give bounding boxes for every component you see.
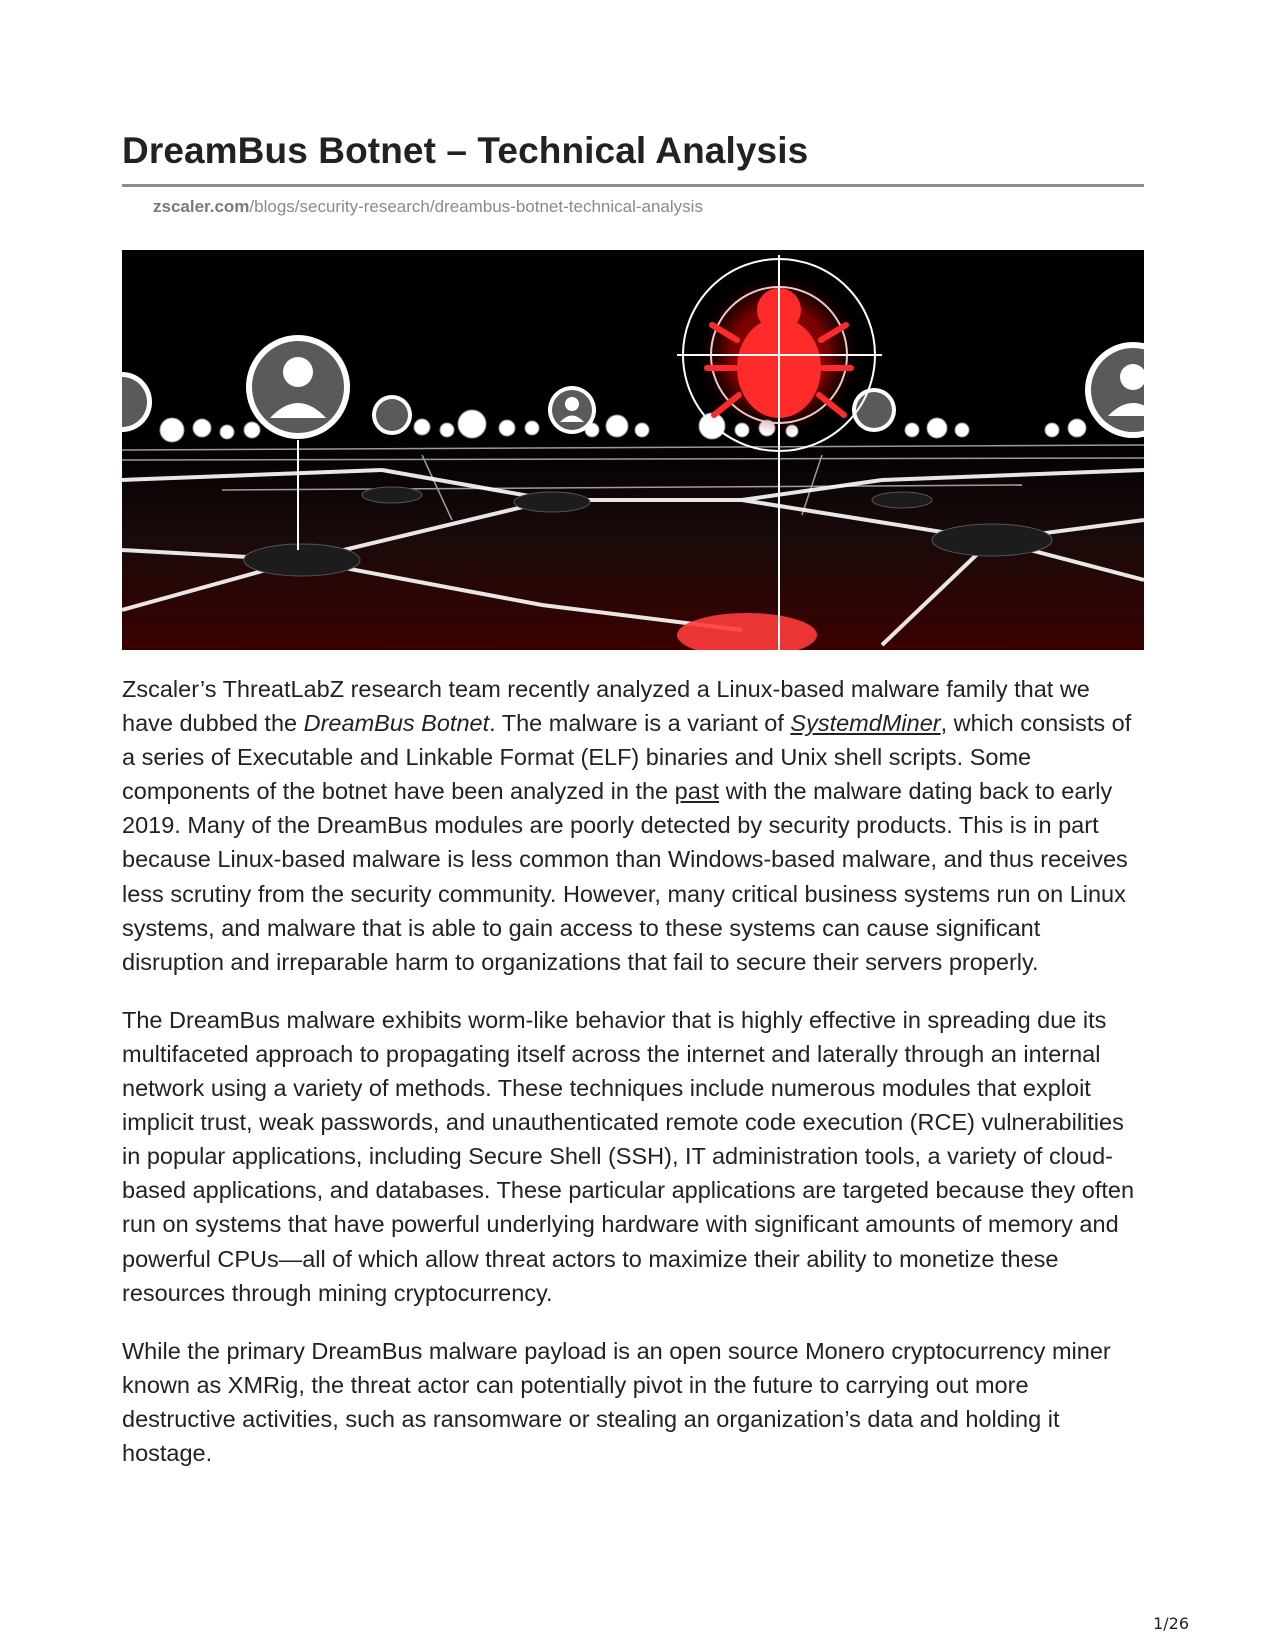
url-domain: zscaler.com — [153, 197, 250, 216]
source-url[interactable] — [153, 196, 1144, 218]
paragraph-2: The DreamBus malware exhibits worm-like behavior that is highly effective in spreading due its multifaceted approach to propagating itself across the internet and laterally through an internal network using a variety of methods. These techniques include numerous modules that exploit implicit trust, weak passwords, and unauthenticated remote code execution (RCE) vulnerabilities in popular applications, including Secure Shell (SSH), IT administration tools, a variety of cloud-based applications, and databases. These particular applications are targeted because they often run on systems that have powerful underlying hardware with significant amounts of memory and powerful CPUs—all of which allow threat actors to maximize their ability to monetize these resources through mining cryptocurrency. — [122, 1006, 1135, 1306]
article-page — [122, 118, 1144, 1494]
paragraph-1: Zscaler’s ThreatLabZ research team recently analyzed a Linux-based malware family that we have dubbed the DreamBus Botnet. The malware is a variant of SystemdMiner, which consists of a series of Executable and Linkable Format (ELF) binaries and Unix shell scripts. Some components of the botnet have been analyzed in the past with the malware dating back to early 2019. Many of the DreamBus modules are poorly detected by security products. This is in part because Linux-based malware is less common than Windows-based malware, and thus receives less scrutiny from the security community. However, many critical business systems run on Linux systems, and malware that is able to gain access to these systems can cause significant disruption and irreparable harm to organizations that fail to secure their servers properly. — [122, 676, 1132, 975]
article-body — [122, 672, 1144, 1470]
past-link[interactable]: past — [674, 778, 720, 805]
page-number: 1/26 — [1153, 1614, 1189, 1633]
paragraph-3: While the primary DreamBus malware payload is an open source Monero cryptocurrency miner known as XMRig, the threat actor can potentially pivot in the future to carrying out more destructive activities, such as ransomware or stealing an organization’s data and holding it hostage. — [122, 1337, 1111, 1466]
page-title: DreamBus Botnet – Technical Analysis — [122, 130, 809, 171]
botnet-name: DreamBus Botnet — [303, 710, 490, 737]
systemdminer-link[interactable]: SystemdMiner — [790, 710, 941, 737]
url-path: /blogs/security-research/dreambus-botnet-technical-analysis — [249, 197, 703, 216]
hero-image — [122, 250, 1144, 650]
title-divider — [122, 184, 1144, 187]
